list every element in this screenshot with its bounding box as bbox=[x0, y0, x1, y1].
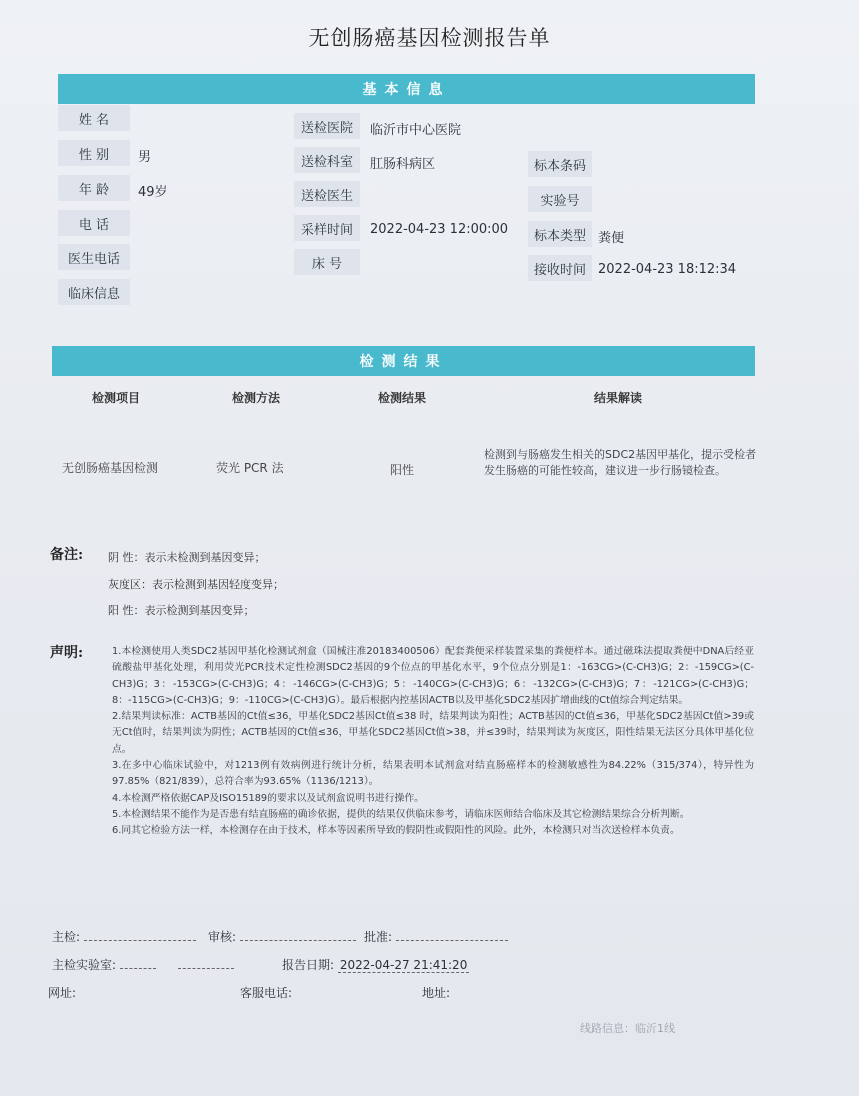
route-info: 线路信息：临沂1线 bbox=[580, 1022, 675, 1035]
lab-no-label: 实验号 bbox=[528, 186, 592, 212]
address-label: 地址: bbox=[422, 986, 451, 1000]
col-header-method: 检测方法 bbox=[232, 391, 281, 405]
sample-type-label: 标本类型 bbox=[528, 221, 592, 247]
declaration-item-4: 4.本检测严格依据CAP及ISO15189的要求以及试剂盒说明书进行操作。 bbox=[112, 792, 424, 804]
sampling-time-label: 采样时间 bbox=[294, 215, 360, 241]
age-value: 49岁 bbox=[138, 185, 168, 200]
inspector-label: 主检: bbox=[52, 930, 81, 944]
report-date bbox=[282, 956, 469, 973]
remark-negative: 阴 性：表示未检测到基因变异； bbox=[108, 551, 266, 564]
result-value: 阳性 bbox=[390, 463, 415, 477]
department-value: 肛肠科病区 bbox=[370, 157, 436, 172]
inspector-signature bbox=[52, 928, 196, 945]
lab-line-1 bbox=[120, 956, 156, 969]
col-header-result: 检测结果 bbox=[378, 391, 427, 405]
gender-value: 男 bbox=[138, 150, 152, 165]
doctor-label: 送检医生 bbox=[294, 181, 360, 207]
declaration-item-2: 2.结果判读标准：ACTB基因的Ct值≤36，甲基化SDC2基因Ct值≤38 时，结果判读为阳性；ACTB基因的Ct值≤36，甲基化SDC2基因Ct值>39或无Ct值时，结果判读为阴性；ACTB基因的Ct值≤36，甲基化SDC2基因Ct值>38，并≤39时，结果判读为灰度区，阳性结果无法区分具体甲基化位点。 bbox=[112, 711, 754, 755]
lab-line-2 bbox=[178, 956, 234, 969]
declaration-item-5: 5.本检测结果不能作为是否患有结直肠癌的确诊依据，提供的结果仅供临床参考，请临床医师结合临床及其它检测结果综合分析判断。 bbox=[112, 808, 690, 820]
lab-signature bbox=[52, 956, 234, 973]
receive-time-value: 2022-04-23 18:12:34 bbox=[598, 262, 737, 277]
sampling-time-value: 2022-04-23 12:00:00 bbox=[370, 222, 509, 237]
report-date-label: 报告日期: bbox=[282, 958, 335, 972]
remark-positive: 阳 性：表示检测到基因变异； bbox=[108, 604, 255, 617]
declaration-body bbox=[112, 644, 754, 840]
remark-grey-zone: 灰度区：表示检测到基因轻度变异； bbox=[108, 578, 284, 591]
hospital-value: 临沂市中心医院 bbox=[370, 123, 462, 138]
result-item: 无创肠癌基因检测 bbox=[62, 461, 159, 475]
doctor-phone-label: 医生电话 bbox=[58, 244, 130, 270]
remarks-heading: 备注: bbox=[50, 547, 84, 563]
receive-time-label: 接收时间 bbox=[528, 255, 592, 281]
name-label: 姓 名 bbox=[58, 105, 130, 131]
reviewer-line bbox=[240, 928, 356, 941]
declaration-item-1: 1.本检测使用人类SDC2基因甲基化检测试剂盒（国械注准20183400506）配套粪便采样装置采集的粪便样本。通过磁珠法提取粪便中DNA后经亚硫酸盐甲基化处理，利用荧光PCR技术定性检测SDC2基因的9个位点的甲基化水平，9个位点分别是1：-163CG>(C-CH3)G；2：-159CG>(C-CH3)G；3：-153CG>(C-CH3)G；4：-146CG>(C-CH3)G；5：-140CG>(C-CH3)G；6：-132CG>(C-CH3)G；7：-121CG>(C-CH3)G；8：-115CG>(C-CH3)G；9：-110CG>(C-CH3)G）。最后根据内控基因ACTB以及甲基化SDC2基因扩增曲线的Ct值综合判定结果。 bbox=[112, 646, 754, 706]
approver-signature bbox=[364, 928, 508, 945]
col-header-item: 检测项目 bbox=[92, 391, 141, 405]
declaration-heading: 声明: bbox=[50, 645, 84, 661]
clinical-info-label: 临床信息 bbox=[58, 279, 130, 305]
result-method: 荧光 PCR 法 bbox=[216, 461, 284, 475]
col-header-interpretation: 结果解读 bbox=[594, 391, 643, 405]
bed-label: 床 号 bbox=[294, 249, 360, 275]
reviewer-label: 审核: bbox=[208, 930, 237, 944]
approver-line bbox=[396, 928, 508, 941]
barcode-label: 标本条码 bbox=[528, 151, 592, 177]
approver-label: 批准: bbox=[364, 930, 393, 944]
hospital-label: 送检医院 bbox=[294, 113, 360, 139]
phone-label: 电 话 bbox=[58, 210, 130, 236]
result-interpretation: 检测到与肠癌发生相关的SDC2基因甲基化，提示受检者发生肠癌的可能性较高，建议进一步行肠镜检查。 bbox=[484, 448, 757, 477]
age-label: 年 龄 bbox=[58, 175, 130, 201]
service-phone-label: 客服电话: bbox=[240, 986, 293, 1000]
department-label: 送检科室 bbox=[294, 147, 360, 173]
reviewer-signature bbox=[208, 928, 356, 945]
lab-label: 主检实验室: bbox=[52, 958, 117, 972]
results-header: 检测结果 bbox=[52, 346, 755, 376]
inspector-line bbox=[84, 928, 196, 941]
gender-label: 性 别 bbox=[58, 140, 130, 166]
website-label: 网址: bbox=[48, 986, 77, 1000]
declaration-item-3: 3.在多中心临床试验中，对1213例有效病例进行统计分析，结果表明本试剂盒对结直肠癌样本的检测敏感性为84.22%（315/374），特异性为97.85%（821/839），总符合率为93.65%（1136/1213）。 bbox=[112, 760, 754, 788]
report-date-value: 2022-04-27 21:41:20 bbox=[339, 958, 468, 972]
declaration-item-6: 6.同其它检验方法一样，本检测存在由于技术，样本等因素所导致的假阴性或假阳性的风险。此外，本检测只对当次送检样本负责。 bbox=[112, 825, 680, 837]
basic-info-header: 基本信息 bbox=[58, 74, 755, 104]
report-title: 无创肠癌基因检测报告单 bbox=[308, 26, 551, 50]
sample-type-value: 粪便 bbox=[598, 231, 625, 246]
